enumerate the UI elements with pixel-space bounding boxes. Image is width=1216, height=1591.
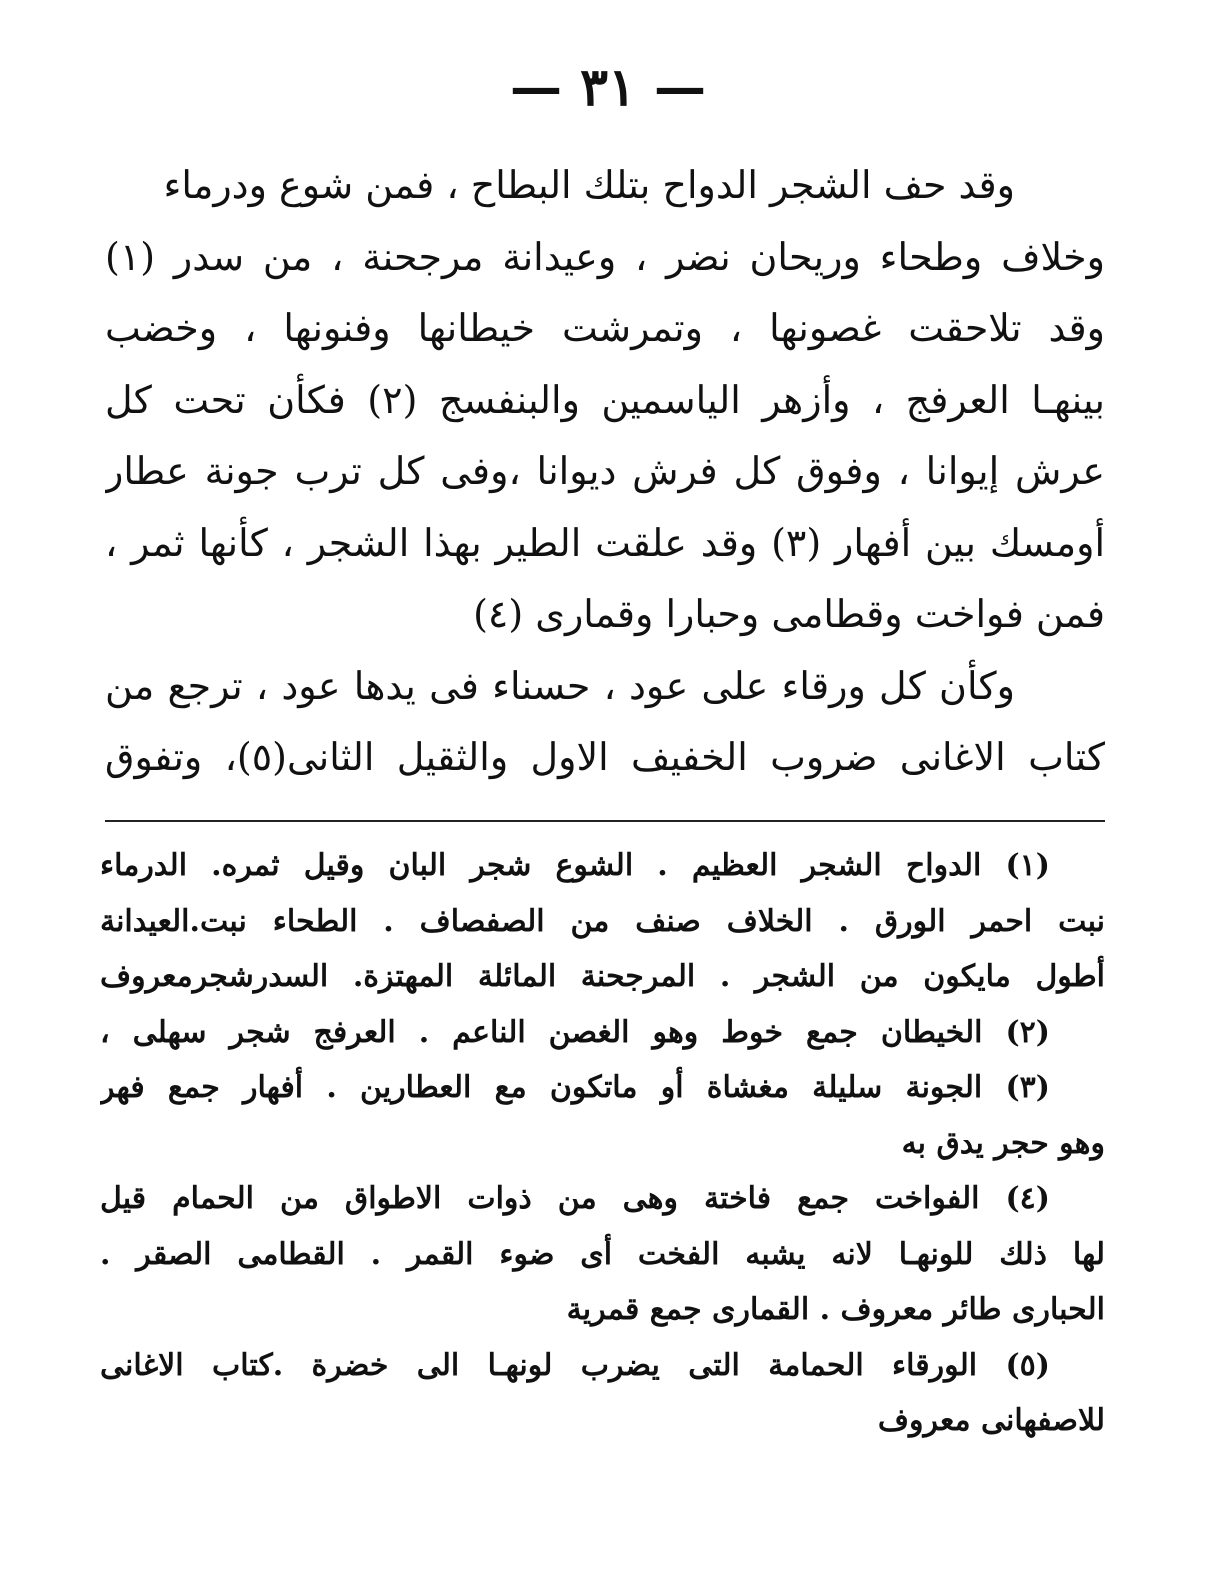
body-line: كتاب الاغانى ضروب الخفيف الاول والثقيل الثانى(٥)، وتفوق [105, 735, 1105, 779]
footnote-line: الحبارى طائر معروف . القمارى جمع قمرية [566, 1292, 1105, 1327]
body-line: وكأن كل ورقاء على عود ، حسناء فى يدها عود ، ترجع من [105, 663, 1015, 708]
footnote-line: لها ذلك للونهـا لانه يشبه الفخت أى ضوء القمر . القطامى الصقر . [100, 1236, 1105, 1272]
footnote-line: وهو حجر يدق به [901, 1125, 1105, 1161]
footnote-line: أطول مايكون من الشجر . المرجحنة المائلة المهتزة. السدرشجرمعروف [100, 959, 1105, 994]
body-line: وخلاف وطحاء وريحان نضر ، وعيدانة مرجحنة ، من سدر (١) [105, 234, 1105, 279]
body-line: عرش إيوانا ، وفوق كل فرش ديوانا ،وفى كل ترب جونة عطار [105, 449, 1105, 493]
footnote-line: (٤) الفواخت جمع فاختة وهى من ذوات الاطواق من الحمام قيل [100, 1181, 1050, 1216]
body-line: أومسك بين أفهار (٣) وقد علقت الطير بهذا الشجر ، كأنها ثمر ، [105, 520, 1105, 565]
footnote-divider [105, 820, 1105, 822]
body-line: وقد حف الشجر الدواح بتلك البطاح ، فمن شوع ودرماء [163, 163, 1015, 207]
footnote-line: للاصفهانى معروف [877, 1403, 1105, 1438]
footnote-line: (١) الدواح الشجر العظيم . الشوع شجر البان وقيل ثمره. الدرماء [100, 848, 1050, 883]
body-line: فمن فواخت وقطامى وحبارا وقمارى (٤) [473, 592, 1105, 636]
footnote-line: نبت احمر الورق . الخلاف صنف من الصفصاف . الطحاء نبت.العيدانة [100, 903, 1105, 939]
body-line: بينهـا العرفج ، وأزهر الياسمين والبنفسج (٢) فكأن تحت كل [105, 377, 1105, 422]
footnote-line: (٣) الجونة سليلة مغشاة أو ماتكون مع العطارين . أفهار جمع فهر [100, 1070, 1050, 1105]
footnotes [100, 838, 1105, 1449]
body-text [105, 150, 1105, 794]
page-number: — ٣١ — [509, 57, 707, 118]
body-line: وقد تلاحقت غصونها ، وتمرشت خيطانها وفنونها ، وخضب [105, 306, 1105, 350]
footnote-line: (٥) الورقاء الحمامة التى يضرب لونهـا الى خضرة .كتاب الاغانى [100, 1347, 1050, 1383]
footnote-line: (٢) الخيطان جمع خوط وهو الغصن الناعم . العرفج شجر سهلى ، [100, 1014, 1050, 1050]
